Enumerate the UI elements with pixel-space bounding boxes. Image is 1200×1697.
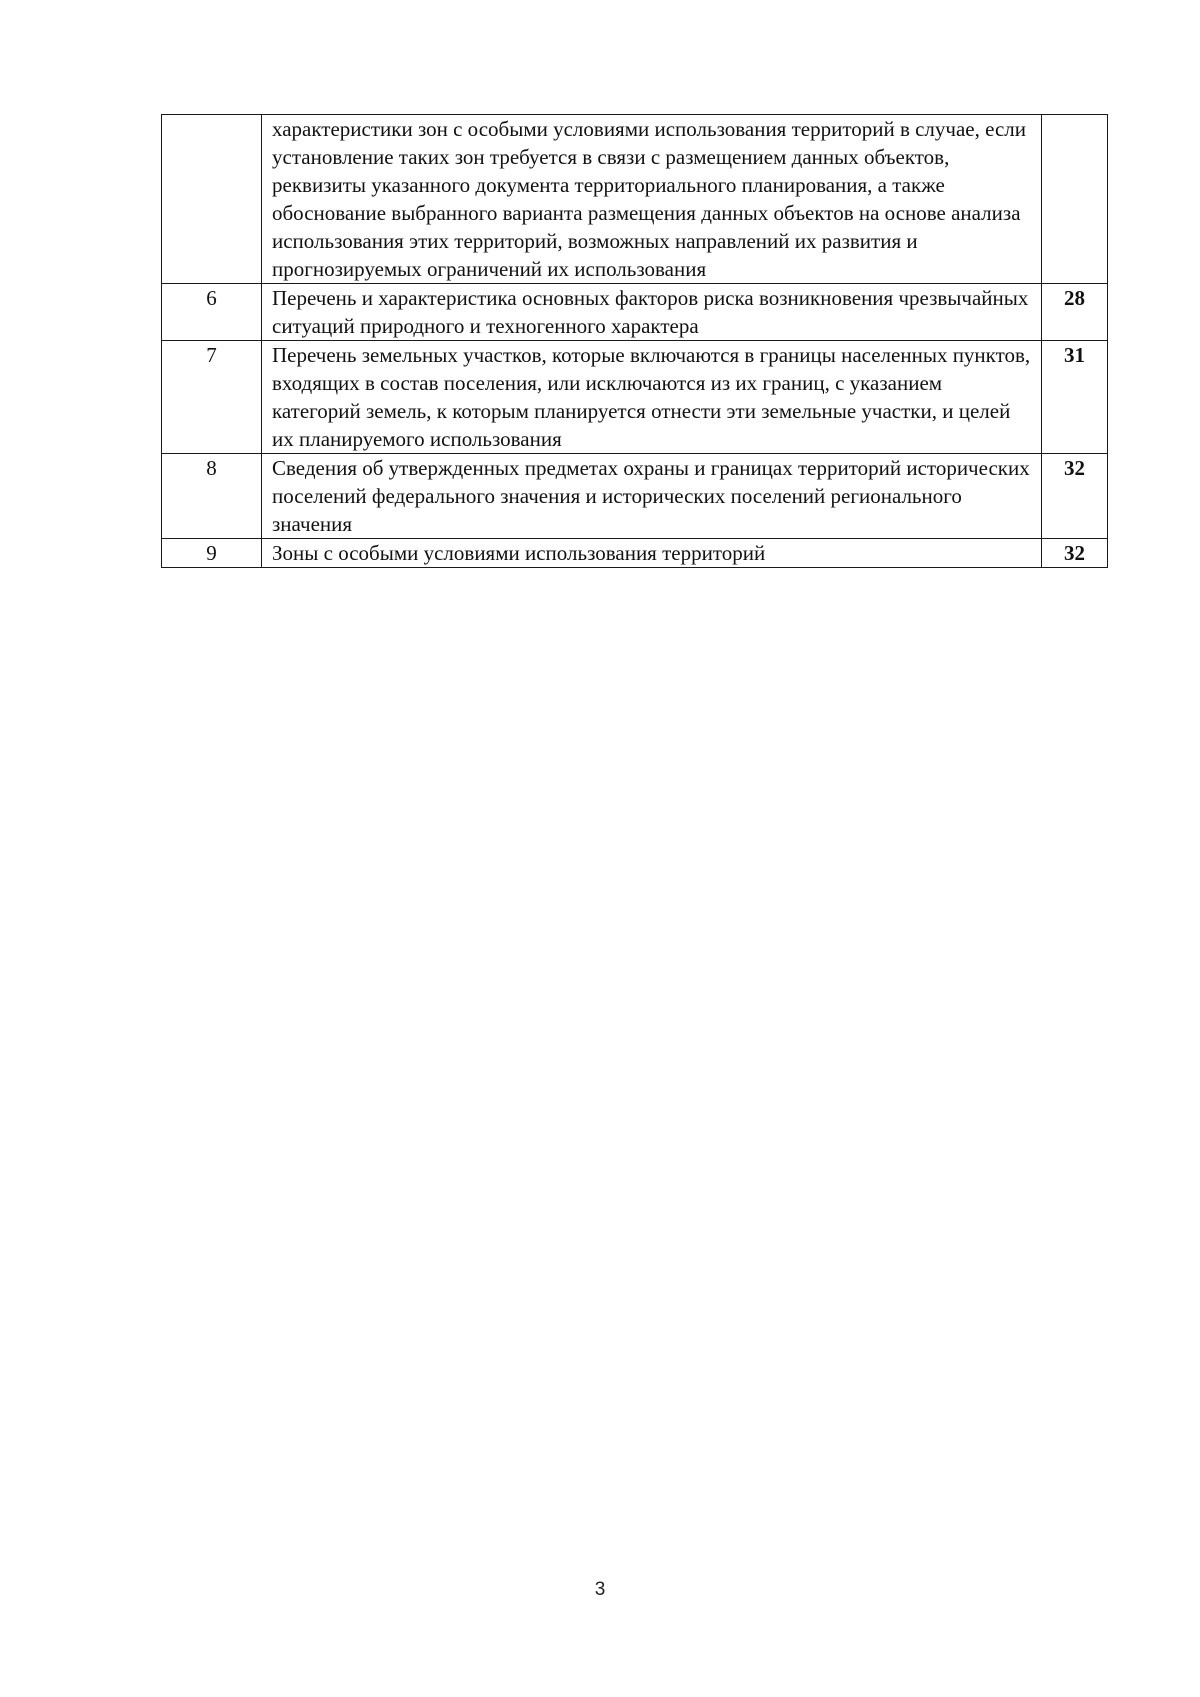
toc-row <box>162 539 1108 568</box>
toc-row-title: Перечень и характеристика основных факторов риска возникновения чрезвычайных ситуаций природного и техногенного характера <box>262 284 1042 341</box>
toc-row <box>162 284 1108 341</box>
toc-row <box>162 115 1108 284</box>
toc-row-number <box>162 115 262 284</box>
toc-row-number: 8 <box>162 454 262 539</box>
toc-row-number: 9 <box>162 539 262 568</box>
toc-row-title: Перечень земельных участков, которые включаются в границы населенных пунктов, входящих в состав поселения, или исключаются из их границ, с указанием категорий земель, к которым планируется отнести эти земельные участки, и целей их планируемого использования <box>262 341 1042 454</box>
page-number: 3 <box>594 1579 606 1600</box>
toc-row-title: Сведения об утвержденных предметах охраны и границах территорий исторических поселений федерального значения и исторических поселений регионального значения <box>262 454 1042 539</box>
toc-row-page: 32 <box>1042 539 1108 568</box>
toc-row-page: 31 <box>1042 341 1108 454</box>
toc-row-title: Зоны с особыми условиями использования территорий <box>262 539 1042 568</box>
toc-row-page <box>1042 115 1108 284</box>
toc-row-number: 6 <box>162 284 262 341</box>
toc-row <box>162 454 1108 539</box>
toc-row <box>162 341 1108 454</box>
toc-row-page: 28 <box>1042 284 1108 341</box>
toc-row-number: 7 <box>162 341 262 454</box>
toc-row-title: характеристики зон с особыми условиями использования территорий в случае, если установление таких зон требуется в связи с размещением данных объектов, реквизиты указанного документа территориального планирования, а также обоснование выбранного варианта размещения данных объектов на основе анализа использования этих территорий, возможных направлений их развития и прогнозируемых ограничений их использования <box>262 115 1042 284</box>
toc-row-page: 32 <box>1042 454 1108 539</box>
toc-table <box>161 114 1108 568</box>
